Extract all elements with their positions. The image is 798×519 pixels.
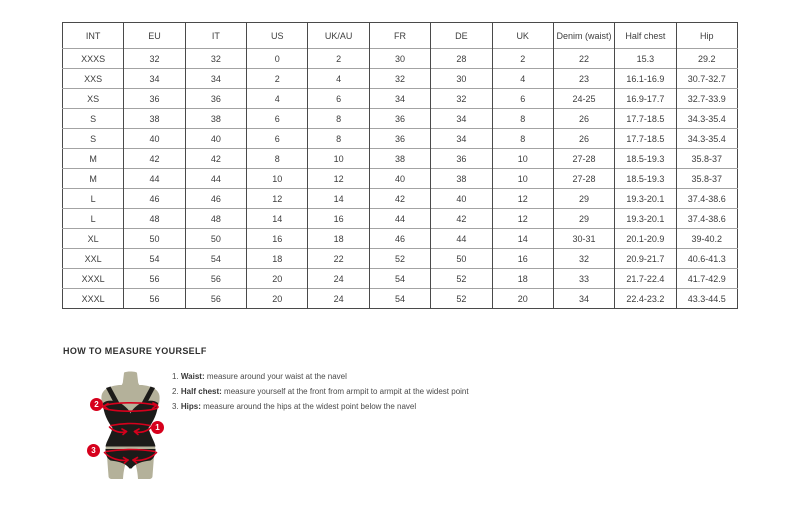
table-cell: S [63,129,124,149]
table-cell: 34 [553,289,614,309]
column-header: INT [85,30,101,41]
table-cell: 34.3-35.4 [676,109,737,129]
table-cell: 10 [247,169,308,189]
table-cell: 20 [247,289,308,309]
table-row [63,269,738,289]
table-cell: 32 [369,69,430,89]
table-cell: 22.4-23.2 [615,289,676,309]
table-cell: 8 [492,109,553,129]
table-cell: 48 [124,209,185,229]
table-cell: 52 [431,289,492,309]
table-cell: 2 [492,49,553,69]
table-cell: 36 [431,149,492,169]
table-cell: XS [63,89,124,109]
table-cell: 28 [431,49,492,69]
column-header: IT [185,23,246,49]
column-header: DE [431,23,492,49]
table-row [63,109,738,129]
table-cell: 24 [308,269,369,289]
table-cell: 4 [247,89,308,109]
table-cell: 44 [185,169,246,189]
table-cell: 12 [247,189,308,209]
table-cell: XXXL [63,289,124,309]
table-cell: 18 [492,269,553,289]
measure-step: 2. Half chest: measure yourself at the front from armpit to armpit at the widest point [172,387,469,396]
table-cell: 48 [185,209,246,229]
table-cell: 6 [247,129,308,149]
table-cell: 6 [308,89,369,109]
table-cell: 12 [308,169,369,189]
table-cell: 33 [553,269,614,289]
table-cell: 54 [124,249,185,269]
size-table [62,22,738,309]
table-cell: 4 [492,69,553,89]
table-cell: 8 [492,129,553,149]
table-cell: 18.5-19.3 [615,149,676,169]
table-cell: 44 [431,229,492,249]
table-cell: 32 [553,249,614,269]
table-cell: 16 [247,229,308,249]
table-cell: L [63,209,124,229]
table-row [63,189,738,209]
table-cell: 18 [308,229,369,249]
table-cell: 23 [553,69,614,89]
table-cell: 18 [247,249,308,269]
table-cell: 40 [185,129,246,149]
measure-step: 3. Hips: measure around the hips at the widest point below the navel [172,402,417,411]
table-cell: XL [63,229,124,249]
table-cell: 52 [431,269,492,289]
table-cell: 35.8-37 [676,149,737,169]
table-cell: 2 [247,69,308,89]
table-cell: 41.7-42.9 [676,269,737,289]
table-cell: 32 [124,49,185,69]
table-cell: 40 [431,189,492,209]
table-cell: 20 [492,289,553,309]
table-cell: 32 [185,49,246,69]
table-row [63,149,738,169]
table-cell: 52 [369,249,430,269]
table-cell: 14 [247,209,308,229]
table-cell: 29.2 [676,49,737,69]
table-cell: 38 [185,109,246,129]
table-row [63,89,738,109]
table-row [63,249,738,269]
table-cell: 46 [185,189,246,209]
table-cell: 24-25 [553,89,614,109]
table-cell: 10 [492,169,553,189]
marker-waist-badge: 1 [151,421,164,434]
mannequin-illustration [80,370,180,480]
column-header: Denim (waist) [553,23,614,49]
table-cell: 30.7-32.7 [676,69,737,89]
measure-steps [172,369,469,414]
table-cell: 20 [247,269,308,289]
table-cell: 56 [124,269,185,289]
table-cell: 29 [553,189,614,209]
table-cell: 46 [124,189,185,209]
table-cell: 37.4-38.6 [676,209,737,229]
table-row [63,229,738,249]
table-cell: 20.1-20.9 [615,229,676,249]
column-header: US [247,23,308,49]
table-cell: 44 [124,169,185,189]
measure-section-heading: HOW TO MEASURE YOURSELF [63,346,207,356]
table-cell: 36 [369,109,430,129]
column-header: Hip [676,23,737,49]
table-cell: 10 [308,149,369,169]
table-cell: 37.4-38.6 [676,189,737,209]
table-cell: 34 [124,69,185,89]
table-cell: 15.3 [615,49,676,69]
column-header: UK/AU [308,23,369,49]
table-cell: XXXS [63,49,124,69]
table-cell: 34 [431,129,492,149]
column-header: UK [492,23,553,49]
table-cell: 29 [553,209,614,229]
table-cell: 36 [369,129,430,149]
table-cell: 56 [124,289,185,309]
table-cell: 24 [308,289,369,309]
table-cell: 42 [431,209,492,229]
table-cell: 14 [308,189,369,209]
table-body [63,49,738,309]
table-cell: 2 [308,49,369,69]
table-cell: 43.3-44.5 [676,289,737,309]
table-cell: 8 [308,109,369,129]
table-cell: 12 [492,189,553,209]
table-cell: 38 [369,149,430,169]
measurement-figure [80,370,180,480]
table-cell: 20.9-21.7 [615,249,676,269]
column-header: EU [124,23,185,49]
table-cell: 19.3-20.1 [615,189,676,209]
table-cell: 36 [124,89,185,109]
table-cell: 30 [369,49,430,69]
table-cell: 46 [369,229,430,249]
size-chart [62,22,738,309]
table-cell: 50 [185,229,246,249]
table-cell: 6 [492,89,553,109]
table-header-row [63,23,738,49]
table-row [63,209,738,229]
column-header: FR [369,23,430,49]
table-cell: M [63,149,124,169]
marker-hips-badge: 3 [87,444,100,457]
table-row [63,169,738,189]
table-cell: 32 [431,89,492,109]
table-cell: 30 [431,69,492,89]
table-cell: 54 [369,289,430,309]
table-cell: 21.7-22.4 [615,269,676,289]
table-cell: 27-28 [553,169,614,189]
table-cell: 18.5-19.3 [615,169,676,189]
measure-step: 1. Waist: measure around your waist at the navel [172,372,347,381]
table-cell: L [63,189,124,209]
table-cell: 44 [369,209,430,229]
table-cell: 36 [185,89,246,109]
table-cell: 38 [431,169,492,189]
table-cell: XXL [63,249,124,269]
table-cell: XXXL [63,269,124,289]
table-cell: 16 [308,209,369,229]
table-cell: 54 [369,269,430,289]
table-cell: S [63,109,124,129]
table-cell: 26 [553,109,614,129]
table-cell: 6 [247,109,308,129]
table-cell: 56 [185,269,246,289]
table-cell: 27-28 [553,149,614,169]
table-cell: 32.7-33.9 [676,89,737,109]
table-cell: 34.3-35.4 [676,129,737,149]
column-header: Half chest [615,23,676,49]
table-cell: 35.8-37 [676,169,737,189]
table-row [63,289,738,309]
table-cell: 42 [124,149,185,169]
table-cell: 40.6-41.3 [676,249,737,269]
table-row [63,49,738,69]
table-cell: XXS [63,69,124,89]
table-cell: 50 [431,249,492,269]
table-row [63,129,738,149]
table-cell: 4 [308,69,369,89]
table-row [63,69,738,89]
table-cell: 34 [431,109,492,129]
table-cell: 26 [553,129,614,149]
table-cell: 8 [247,149,308,169]
table-cell: 10 [492,149,553,169]
table-cell: 40 [369,169,430,189]
table-cell: 34 [369,89,430,109]
table-cell: 19.3-20.1 [615,209,676,229]
table-cell: M [63,169,124,189]
table-cell: 22 [553,49,614,69]
table-cell: 8 [308,129,369,149]
table-cell: 14 [492,229,553,249]
table-cell: 16.9-17.7 [615,89,676,109]
table-cell: 38 [124,109,185,129]
table-cell: 0 [247,49,308,69]
table-cell: 16 [492,249,553,269]
table-cell: 54 [185,249,246,269]
table-cell: 39-40.2 [676,229,737,249]
table-cell: 56 [185,289,246,309]
table-cell: 40 [124,129,185,149]
marker-chest-badge: 2 [90,398,103,411]
table-cell: 17.7-18.5 [615,129,676,149]
table-cell: 42 [369,189,430,209]
table-cell: 30-31 [553,229,614,249]
table-cell: 12 [492,209,553,229]
table-cell: 42 [185,149,246,169]
table-cell: 16.1-16.9 [615,69,676,89]
table-cell: 50 [124,229,185,249]
table-cell: 22 [308,249,369,269]
table-cell: 17.7-18.5 [615,109,676,129]
table-cell: 34 [185,69,246,89]
